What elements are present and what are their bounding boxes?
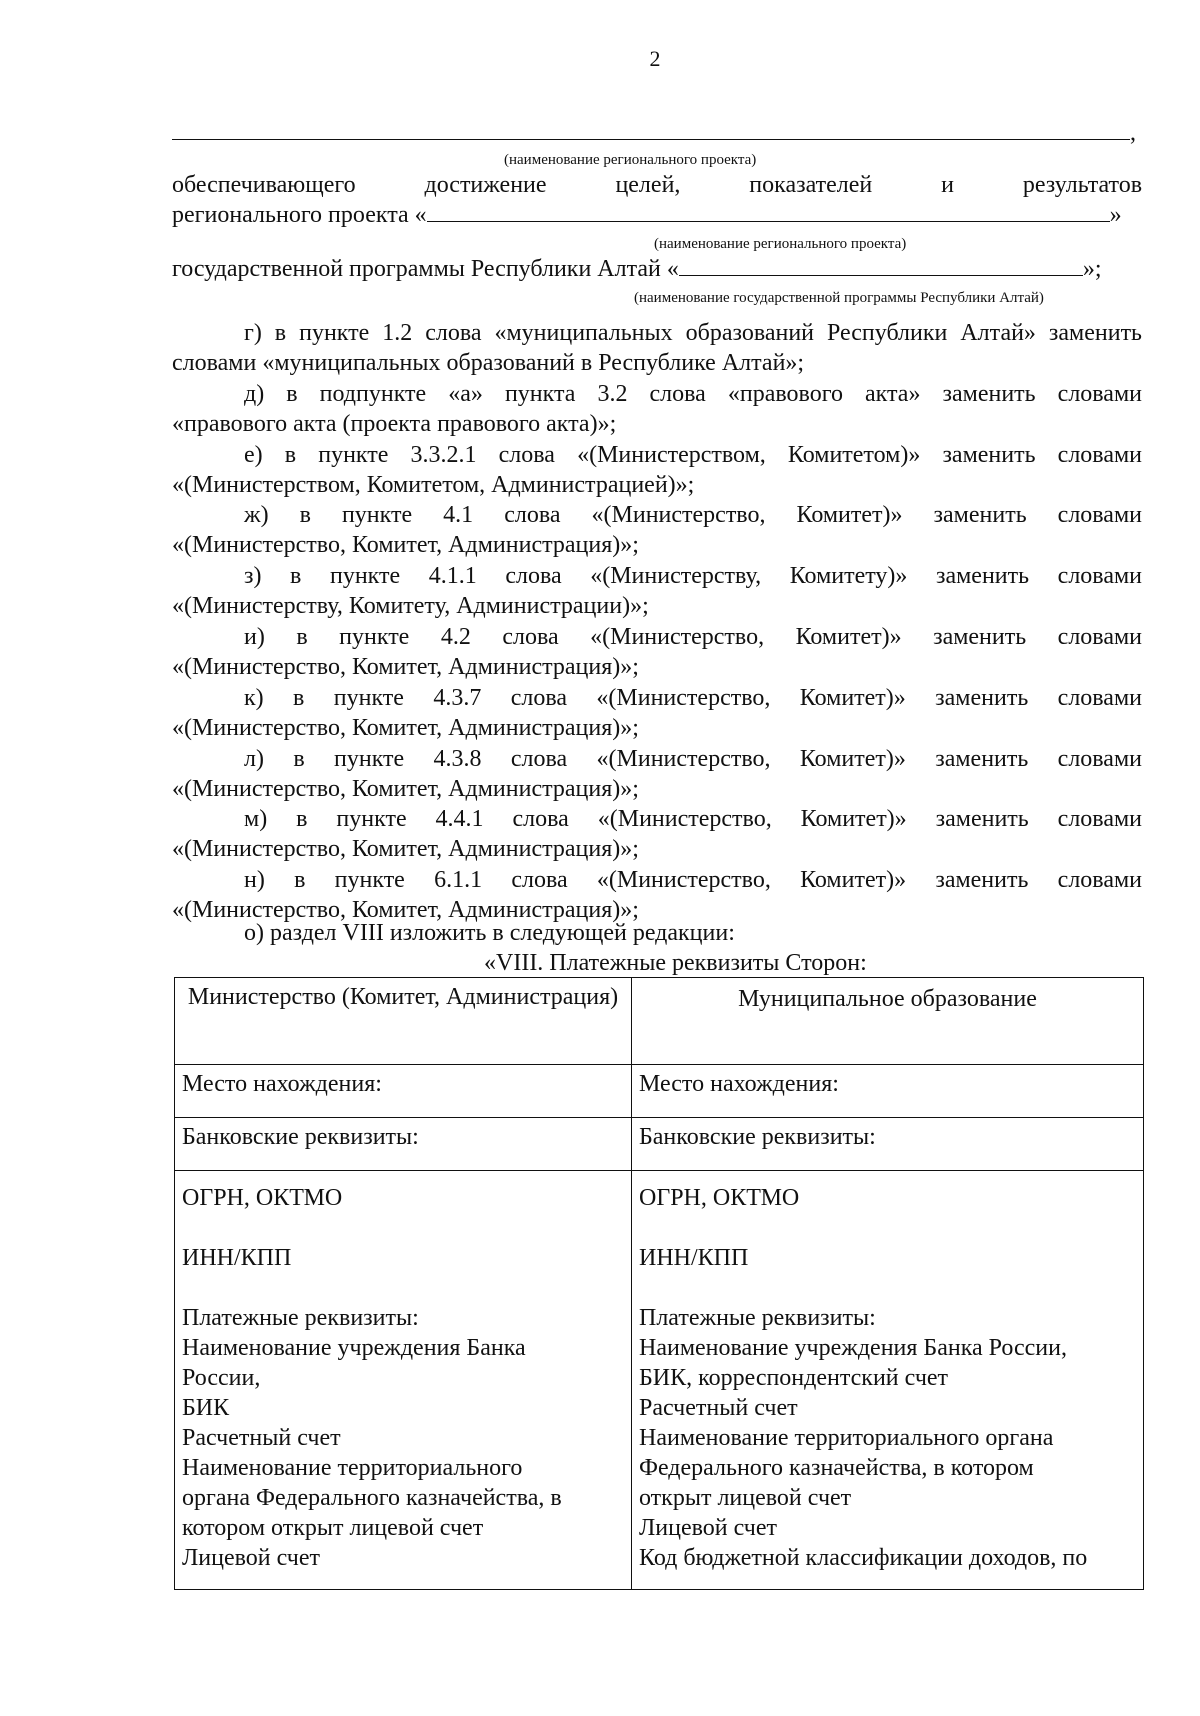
table-row-details: [175, 1171, 1144, 1590]
caption-regional-project-2: (наименование регионального проекта): [654, 236, 907, 252]
amendment-item-line2: «(Министерство, Комитет, Администрация)»;: [172, 532, 639, 558]
word: обеспечивающего: [172, 172, 356, 198]
details-left: [175, 1171, 632, 1590]
word: достижение: [424, 172, 547, 198]
requisite-line: котором открыт лицевой счет: [182, 1515, 484, 1541]
state-program-prefix: государственной программы Республики Алтай «: [172, 256, 679, 282]
amendment-item-line1: з) в пункте 4.1.1 слова «(Министерству, Комитету)» заменить словами: [244, 563, 1142, 589]
bank-left: Банковские реквизиты:: [175, 1118, 632, 1171]
requisite-line: Наименование территориального: [182, 1455, 523, 1481]
location-left: Место нахождения:: [175, 1065, 632, 1118]
right-lines: [639, 1333, 1136, 1573]
requisite-line: Лицевой счет: [639, 1515, 778, 1541]
word: результатов: [1022, 172, 1143, 198]
amendment-item-line1: е) в пункте 3.3.2.1 слова «(Министерством, Комитетом)» заменить словами: [244, 442, 1142, 468]
state-program-suffix: »;: [1082, 256, 1102, 282]
line-obespechivayushchego: [172, 170, 1142, 200]
spacer: [182, 1273, 624, 1303]
inn-right: ИНН/КПП: [639, 1245, 749, 1271]
trailing-comma: ,: [1130, 120, 1136, 146]
ogrn-left: ОГРН, ОКТМО: [182, 1185, 343, 1211]
requisite-line: Наименование территориального органа: [639, 1425, 1054, 1451]
word: и: [941, 172, 954, 198]
location-right: Место нахождения:: [632, 1065, 1144, 1118]
requisite-line: Федерального казначейства, в котором: [639, 1455, 1034, 1481]
requisite-line: БИК, корреспондентский счет: [639, 1365, 949, 1391]
header-municipality: [632, 978, 1144, 1065]
item-o: о) раздел VIII изложить в следующей редакции:: [244, 920, 735, 946]
amendment-item-line2: «(Министерство, Комитет, Администрация)»;: [172, 715, 639, 741]
requisite-line: органа Федерального казначейства, в: [182, 1485, 562, 1511]
table-row-bank: [175, 1118, 1144, 1171]
regional-project-prefix: регионального проекта «: [172, 202, 427, 228]
caption-regional-project-1: (наименование регионального проекта): [504, 152, 757, 168]
regional-project-suffix: »: [1109, 202, 1122, 228]
requisite-line: БИК: [182, 1395, 230, 1421]
amendment-item-line1: г) в пункте 1.2 слова «муниципальных образований Республики Алтай» заменить: [244, 320, 1142, 346]
requisite-line: России,: [182, 1365, 261, 1391]
amendment-item-line1: д) в подпункте «а» пункта 3.2 слова «правового акта» заменить словами: [244, 381, 1142, 407]
blank-line: [679, 255, 1083, 276]
word: показателей: [749, 172, 873, 198]
requisite-line: открыт лицевой счет: [639, 1485, 852, 1511]
inn-left: ИНН/КПП: [182, 1245, 292, 1271]
blank-line: [427, 201, 1110, 222]
spacer: [639, 1213, 1136, 1243]
amendment-item-line1: м) в пункте 4.4.1 слова «(Министерство, Комитет)» заменить словами: [244, 806, 1142, 832]
line-state-program: [172, 254, 1102, 284]
section-title: «VIII. Платежные реквизиты Сторон:: [484, 950, 867, 976]
amendment-item-line2: «(Министерство, Комитет, Администрация)»;: [172, 654, 639, 680]
pay-right: Платежные реквизиты:: [639, 1305, 876, 1331]
header-municipality-text: Муниципальное образование: [738, 986, 1037, 1012]
requisite-line: Расчетный счет: [182, 1425, 341, 1451]
amendment-item-line1: и) в пункте 4.2 слова «(Министерство, Комитет)» заменить словами: [244, 624, 1142, 650]
amendment-item-line2: словами «муниципальных образований в Республике Алтай»;: [172, 350, 805, 376]
amendment-item-line2: «(Министерству, Комитету, Администрации)»;: [172, 593, 649, 619]
blank-line: [172, 119, 1130, 140]
table-row-location: [175, 1065, 1144, 1118]
amendment-item-line2: «(Министерством, Комитетом, Администрацией)»;: [172, 472, 695, 498]
line-regional-project: [172, 200, 1122, 230]
amendment-item-line1: н) в пункте 6.1.1 слова «(Министерство, Комитет)» заменить словами: [244, 867, 1142, 893]
bank-right: Банковские реквизиты:: [632, 1118, 1144, 1171]
page-number: 2: [649, 46, 661, 71]
amendment-item-line1: л) в пункте 4.3.8 слова «(Министерство, Комитет)» заменить словами: [244, 746, 1142, 772]
amendment-item-line2: «(Министерство, Комитет, Администрация)»;: [172, 836, 639, 862]
table-header-row: [175, 978, 1144, 1065]
amendment-item-line1: ж) в пункте 4.1 слова «(Министерство, Комитет)» заменить словами: [244, 502, 1142, 528]
requisite-line: Расчетный счет: [639, 1395, 798, 1421]
top-blank-line: [172, 118, 1136, 148]
requisite-line: Наименование учреждения Банка России,: [639, 1335, 1067, 1361]
word: целей,: [615, 172, 681, 198]
spacer: [182, 1213, 624, 1243]
details-right: [632, 1171, 1144, 1590]
amendment-item-line2: «(Министерство, Комитет, Администрация)»;: [172, 897, 639, 923]
requisite-line: Код бюджетной классификации доходов, по: [639, 1545, 1088, 1571]
requisite-line: Наименование учреждения Банка: [182, 1335, 526, 1361]
amendment-item-line1: к) в пункте 4.3.7 слова «(Министерство, Комитет)» заменить словами: [244, 685, 1142, 711]
header-ministry: [175, 978, 632, 1065]
pay-left: Платежные реквизиты:: [182, 1305, 419, 1331]
ogrn-right: ОГРН, ОКТМО: [639, 1185, 800, 1211]
amendment-item-line2: «правового акта (проекта правового акта)»;: [172, 411, 617, 437]
left-lines: [182, 1333, 624, 1573]
payment-requisites-table: [174, 977, 1144, 1590]
caption-state-program: (наименование государственной программы Республики Алтай): [634, 290, 1044, 306]
amendment-item-line2: «(Министерство, Комитет, Администрация)»;: [172, 776, 639, 802]
requisite-line: Лицевой счет: [182, 1545, 321, 1571]
header-ministry-text: Министерство (Комитет, Администрация): [187, 984, 619, 1010]
spacer: [639, 1273, 1136, 1303]
